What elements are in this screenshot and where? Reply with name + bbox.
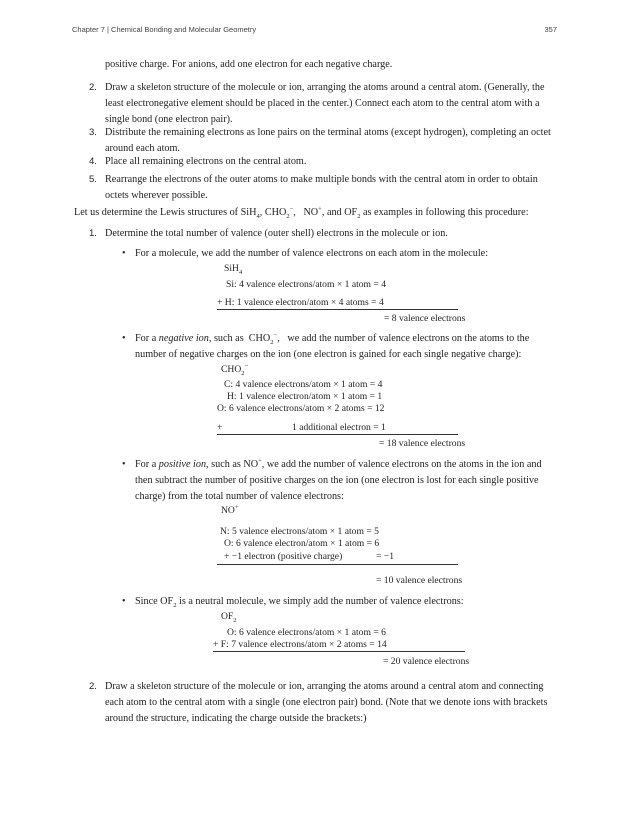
calc-line: O: 6 valence electrons/atom × 1 atom = 6 <box>227 627 386 638</box>
step-number: 2. <box>89 82 97 93</box>
bullet: • <box>122 596 126 607</box>
calc-line: C: 4 valence electrons/atom × 1 atom = 4 <box>224 379 383 390</box>
calc-total: = 10 valence electrons <box>376 575 463 586</box>
continuation-text: positive charge. For anions, add one electron for each negative charge. <box>105 59 393 70</box>
calc-line: H: 1 valence electron/atom × 1 atom = 1 <box>227 391 383 402</box>
lewis-intro: Let us determine the Lewis structures of SiH$_4$, $CHO_2^-$, NO+, and $OF_2$ as examples in following this procedure: <box>74 205 529 221</box>
bullet-text: For a positive ion, such as NO+, we add the number of valence electrons on the atoms in the ion and then subtract the number of positive charges on the ion (one electron is lost for each single positive charge) from the total number of valence electrons: <box>135 457 542 502</box>
step-number: 5. <box>89 174 97 185</box>
calc-line: N: 5 valence electrons/atom × 1 atom = 5 <box>220 526 379 537</box>
calc-line: 1 additional electron = 1 <box>292 422 386 433</box>
bullet-text: For a negative ion, such as $CHO_2^-$, we add the number of valence electrons on the atoms to the number of negative charges on the ion (one electron is gained for each single negative charge): <box>135 331 530 360</box>
bullet-text: For a molecule, we add the number of valence electrons on each atom in the molecule: <box>135 248 489 259</box>
calc-total: = 8 valence electrons <box>384 313 466 324</box>
sum-rule <box>213 651 465 652</box>
formula-cho2: $CHO_2^-$ <box>221 362 249 377</box>
step-number: 2. <box>89 681 97 692</box>
sum-rule <box>217 434 458 435</box>
step-text: Distribute the remaining electrons as lone pairs on the terminal atoms (except hydrogen), completing an octet around each atom. <box>105 127 551 154</box>
calc-plus: + <box>217 422 223 433</box>
step-number: 1. <box>89 228 97 239</box>
calc-total: = 20 valence electrons <box>383 656 470 667</box>
calc-line: + −1 electron (positive charge) <box>224 551 343 562</box>
page-number: 357 <box>544 25 557 34</box>
step-text: Place all remaining electrons on the central atom. <box>105 156 307 167</box>
calc-line: O: 6 valence electrons/atom × 2 atoms = 12 <box>217 403 385 414</box>
formula-of2: $OF_2$ <box>221 611 237 624</box>
step-text: Rearrange the electrons of the outer atoms to make multiple bonds with the central atom in order to obtain octets wherever possible. <box>105 174 538 201</box>
calc-total: = 18 valence electrons <box>379 438 466 449</box>
calc-line: + F: 7 valence electrons/atom × 2 atoms = 14 <box>213 639 387 650</box>
bullet: • <box>122 248 126 259</box>
calc-line: = −1 <box>376 551 395 562</box>
step-text: Draw a skeleton structure of the molecule or ion, arranging the atoms around a central atom and connecting each atom to the central atom with a single (one electron pair) bond. (Note that we denote ions with brackets around the structure, indicating the charge outside the brackets:) <box>105 681 548 724</box>
calc-line: Si: 4 valence electrons/atom × 1 atom = 4 <box>226 279 387 290</box>
step-text: Determine the total number of valence (outer shell) electrons in the molecule or ion. <box>105 228 448 239</box>
running-header-chapter: Chapter 7 | Chemical Bonding and Molecular Geometry <box>72 25 257 34</box>
calc-line: O: 6 valence electron/atom × 1 atom = 6 <box>224 538 380 549</box>
calc-line: + H: 1 valence electron/atom × 4 atoms = 4 <box>217 297 384 308</box>
formula-sih4: SiH$_4$ <box>224 263 243 276</box>
bullet-text: Since $OF_2$ is a neutral molecule, we simply add the number of valence electrons: <box>135 596 464 610</box>
step-number: 3. <box>89 127 97 138</box>
step-text: Draw a skeleton structure of the molecule or ion, arranging the atoms around a central atom. (Generally, the least electronegative element should be placed in the center.) Connect each atom to the central atom with a single bond (one electron pair). <box>105 82 545 125</box>
sum-rule <box>217 564 458 565</box>
step-number: 4. <box>89 156 97 167</box>
bullet: • <box>122 333 126 344</box>
sum-rule <box>217 309 458 310</box>
formula-no: NO+ <box>221 503 239 516</box>
bullet: • <box>122 459 126 470</box>
